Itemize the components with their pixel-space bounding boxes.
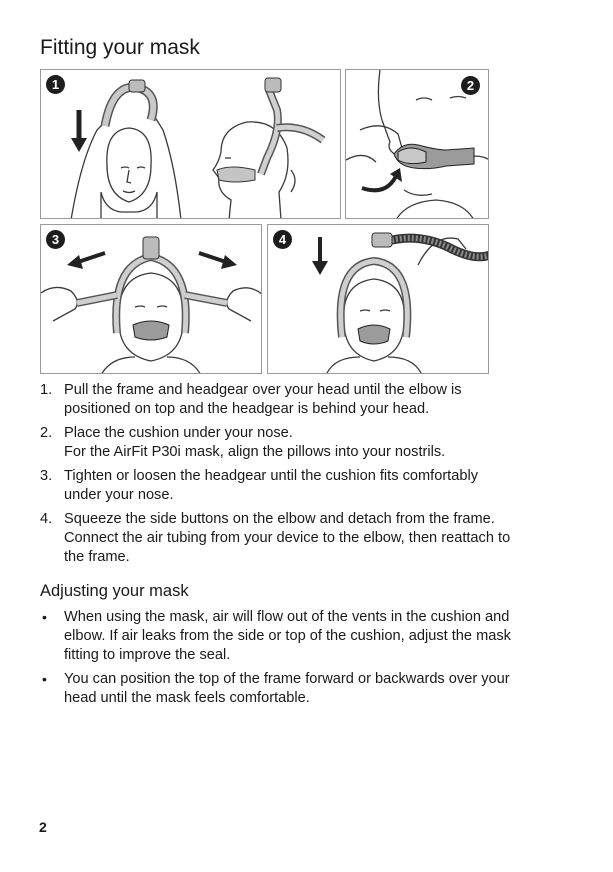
bullet-marker: •	[42, 609, 47, 625]
step-number: 4.	[40, 511, 53, 527]
step-number: 3.	[40, 468, 53, 484]
bullet-text-line: When using the mask, air will flow out of the vents in the cushion and	[64, 609, 510, 625]
bullet-text-line: You can position the top of the frame forward or backwards over your	[64, 671, 510, 687]
step-text-line: the frame.	[64, 549, 130, 565]
step-item-3	[40, 467, 570, 505]
step-item-4	[40, 510, 570, 567]
adjusting-bullets-list	[40, 608, 570, 713]
step-number: 1.	[40, 382, 53, 398]
bullet-text-line: fitting to improve the seal.	[64, 647, 231, 663]
step-text-line: positioned on top and the headgear is behind your head.	[64, 401, 430, 417]
step-badge-2: 2	[461, 76, 480, 95]
step-text-line: For the AirFit P30i mask, align the pillows into your nostrils.	[64, 444, 446, 460]
bullet-marker: •	[42, 671, 47, 687]
step-text-line: Pull the frame and headgear over your head until the elbow is	[64, 382, 462, 398]
bullet-text-line: elbow. If air leaks from the side or top of the cushion, adjust the mask	[64, 628, 511, 644]
step-text-line: Connect the air tubing from your device to the elbow, then reattach to	[64, 530, 511, 546]
fitting-steps-list	[40, 381, 570, 572]
step-text-line: Squeeze the side buttons on the elbow and detach from the frame.	[64, 511, 495, 527]
page-title: Fitting your mask	[40, 36, 200, 59]
step-item-2	[40, 424, 570, 462]
bullet-item-1	[40, 608, 570, 665]
attach-tubing-illustration	[268, 225, 489, 374]
step-badge-3: 3	[46, 230, 65, 249]
page-number: 2	[39, 819, 47, 835]
section-heading-adjusting: Adjusting your mask	[40, 582, 189, 600]
figure-step-3	[40, 224, 262, 374]
step-text-line: Place the cushion under your nose.	[64, 425, 293, 441]
step-badge-1: 1	[46, 75, 65, 94]
bullet-text-line: head until the mask feels comfortable.	[64, 690, 310, 706]
step-number: 2.	[40, 425, 53, 441]
bullet-item-2	[40, 670, 570, 708]
figure-step-1	[40, 69, 341, 219]
tighten-headgear-illustration	[41, 225, 262, 374]
figure-step-4	[267, 224, 489, 374]
step-item-1	[40, 381, 570, 419]
step-badge-4: 4	[273, 230, 292, 249]
mask-headgear-over-head-illustration	[41, 70, 341, 219]
figure-step-2	[345, 69, 489, 219]
step-text-line: Tighten or loosen the headgear until the cushion fits comfortably	[64, 468, 479, 484]
step-text-line: under your nose.	[64, 487, 174, 503]
